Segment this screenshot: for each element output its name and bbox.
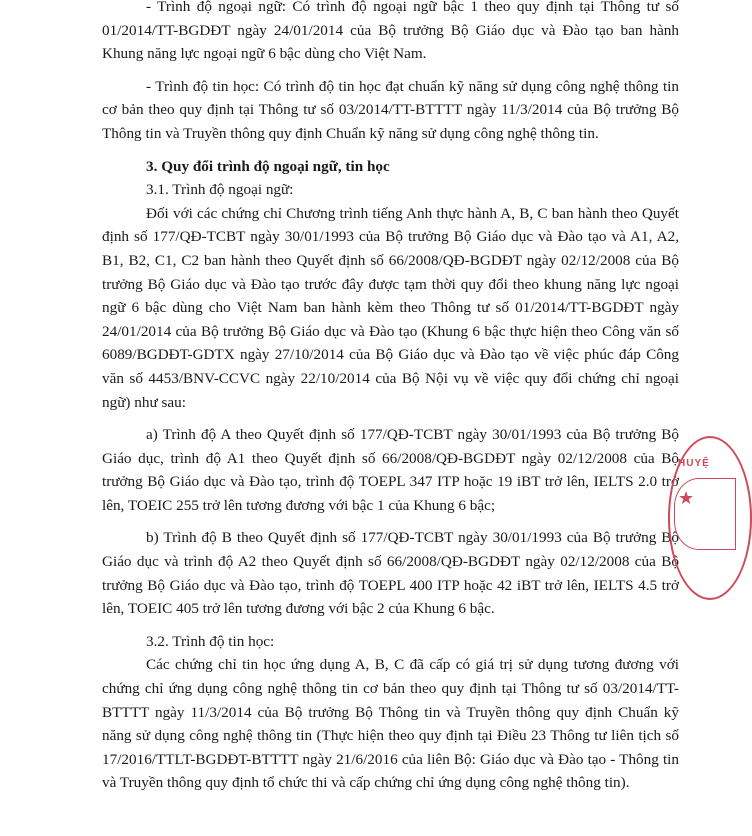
paragraph-item-a: a) Trình độ A theo Quyết định số 177/QĐ-TCBT ngày 30/01/1993 của Bộ trưởng Bộ Giáo dục, trình độ A1 theo Quyết định số 66/2008/QĐ-BGDĐT ngày 02/12/2008 của Bộ trưởng Bộ Giáo dục và Đào tạo, trình độ TOEPL 347 ITP hoặc 19 iBT trở lên, IELTS 2.0 trở lên, TOEIC 255 trở lên tương đương với bậc 1 của Khung 6 bậc; [102,426,679,514]
official-stamp [668,436,752,600]
paragraph-certificate-conversion: Đối với các chứng chỉ Chương trình tiếng Anh thực hành A, B, C ban hành theo Quyết định số 177/QĐ-TCBT ngày 30/01/1993 của Bộ trưởng Bộ Giáo dục và Đào tạo và A1, A2, B1, B2, C1, C2 ban hành theo Quyết định số 66/2008/QĐ-BGDĐT ngày 02/12/2008 của Bộ trưởng Bộ Giáo dục và Đào tạo trước đây được tạm thời quy đổi theo khung năng lực ngoại ngữ 6 bậc dùng cho Việt Nam ban hành kèm theo Thông tư số 01/2014/TT-BGDĐT ngày 24/01/2014 của Bộ trưởng Bộ Giáo dục và Đào tạo (Khung 6 bậc thực hiện theo Công văn số 6089/BGDĐT-GDTX ngày 27/10/2014 của Bộ Giáo dục và Đào tạo về việc phúc đáp Công văn số 4453/BNV-CCVC ngày 22/10/2014 của Bộ Nội vụ về việc quy đổi chứng chỉ ngoại ngữ) như sau: [102,204,679,411]
subsection-heading-3-1: 3.1. Trình độ ngoại ngữ: [146,181,294,199]
subsection-heading-3-2: 3.2. Trình độ tin học: [146,632,275,650]
paragraph-item-b: b) Trình độ B theo Quyết định số 177/QĐ-TCBT ngày 30/01/1993 của Bộ trưởng Bộ Giáo dục và trình độ A2 theo Quyết định số 66/2008/QĐ-BGDĐT ngày 02/12/2008 của Bộ trưởng Bộ Giáo dục và Đào tạo, trình độ TOEPL 400 ITP hoặc 42 iBT trở lên, IELTS 4.5 trở lên, TOEIC 405 trở lên tương đương với bậc 2 của Khung 6 bậc. [102,529,679,618]
document-body [102,0,679,795]
star-icon: ★ [678,488,695,508]
paragraph-foreign-language-requirement: - Trình độ ngoại ngữ: Có trình độ ngoại ngữ bậc 1 theo quy định tại Thông tư số 01/2014/TT-BGDĐT ngày 24/01/2014 của Bộ trưởng Bộ Giáo dục và Đào tạo ban hành Khung năng lực ngoại ngữ 6 bậc dùng cho Việt Nam. [102,0,679,63]
paragraph-it-requirement: - Trình độ tin học: Có trình độ tin học đạt chuẩn kỹ năng sử dụng công nghệ thông tin cơ bản theo quy định tại Thông tư số 03/2014/TT-BTTTT ngày 11/3/2014 của Bộ trưởng Bộ Thông tin và Truyền thông quy định Chuẩn kỹ năng sử dụng công nghệ thông tin. [102,77,679,142]
paragraph-it-certificate-equivalence: Các chứng chỉ tin học ứng dụng A, B, C đã cấp có giá trị sử dụng tương đương với chứng chỉ ứng dụng công nghệ thông tin cơ bản theo quy định tại Thông tư số 03/2014/TT-BTTTT ngày 11/3/2014 của Bộ trưởng Bộ Thông tin và Truyền thông quy định Chuẩn kỹ năng sử dụng công nghệ thông tin (Thực hiện theo quy định tại Điều 23 Thông tư liên tịch số 17/2016/TTLT-BGDĐT-BTTTT ngày 21/6/2016 của liên Bộ: Giáo dục và Đào tạo - Thông tin và Truyền thông quy định tổ chức thi và cấp chứng chỉ ứng dụng công nghệ thông tin). [102,656,679,792]
section-heading-3: 3. Quy đổi trình độ ngoại ngữ, tin học [146,157,390,175]
stamp-text: HUYỆ [678,458,710,469]
